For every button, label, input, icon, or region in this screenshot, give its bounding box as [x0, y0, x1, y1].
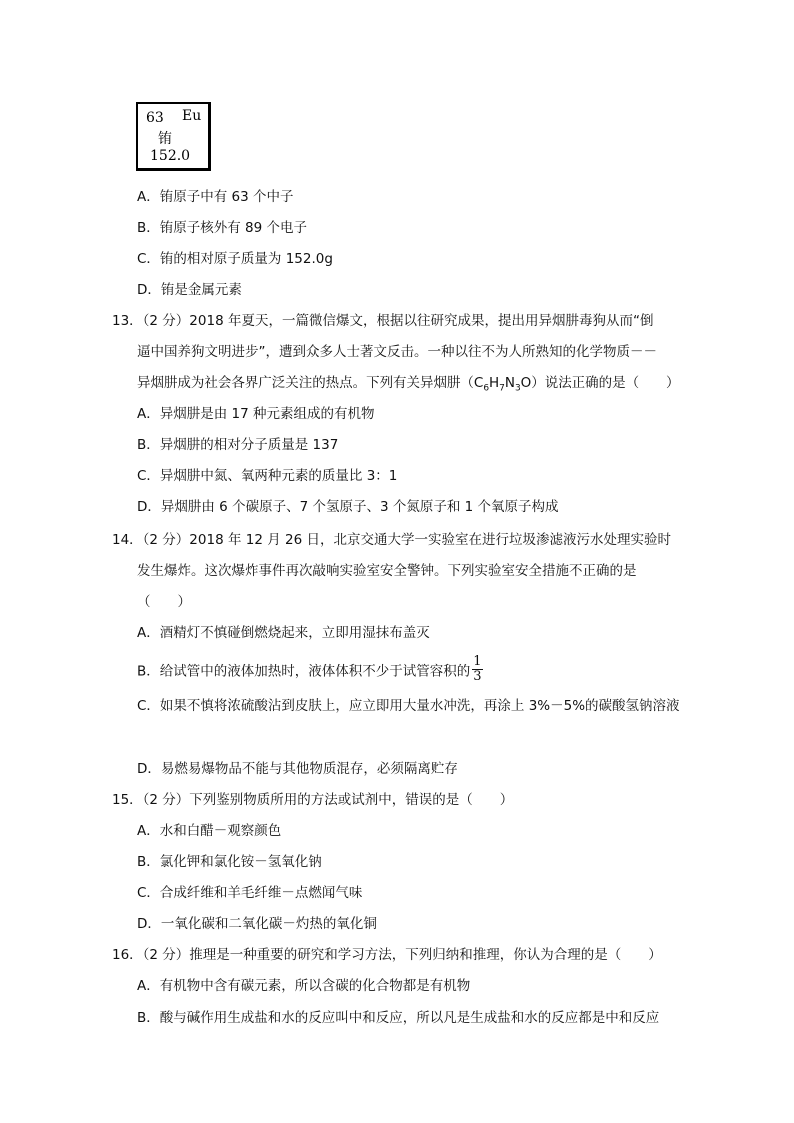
q13-option-c: C．异烟肼中氮、氧两种元素的质量比 3：1 [137, 468, 398, 484]
q15-option-c: C．合成纤维和羊毛纤维－点燃闻气味 [137, 885, 363, 901]
element-name: 铕 [158, 131, 172, 147]
q16-option-b: B．酸与碱作用生成盐和水的反应叫中和反应，所以凡是生成盐和水的反应都是中和反应 [137, 1010, 660, 1026]
europium-element-card [136, 102, 211, 171]
q14-stem-line-2: 发生爆炸。这次爆炸事件再次敲响实验室安全警钟。下列实验室安全措施不正确的是 [137, 563, 637, 579]
q13-stem-line-2: 逼中国养狗文明进步”，遭到众多人士著文反击。一种以往不为人所熟知的化学物质－－ [137, 344, 657, 360]
q14-option-a: A．酒精灯不慎碰倒燃烧起来，立即用湿抹布盖灭 [137, 625, 430, 641]
atomic-mass: 152.0 [150, 148, 191, 164]
q15-stem: 15．（2 分）下列鉴别物质所用的方法或试剂中，错误的是（ ） [112, 792, 514, 808]
q13-option-d: D．异烟肼由 6 个碳原子、7 个氢原子、3 个氮原子和 1 个氧原子构成 [137, 499, 559, 515]
q12-option-c: C．铕的相对原子质量为 152.0g [137, 251, 333, 267]
q13-stem-line-1: 13．（2 分）2018 年夏天，一篇微信爆文，根据以往研究成果，提出用异烟肼毒狗从而“倒 [112, 313, 654, 329]
q14-option-c: C．如果不慎将浓硫酸沾到皮肤上，应立即用大量水冲洗，再涂上 3%－5%的碳酸氢钠溶液 [137, 698, 680, 714]
q16-option-a: A．有机物中含有碳元素，所以含碳的化合物都是有机物 [137, 978, 471, 994]
fraction-one-third: $\frac{1}{3}$ [473, 654, 482, 684]
q15-option-a: A．水和白醋－观察颜色 [137, 823, 282, 839]
q14-stem-line-3: （ ） [137, 594, 191, 610]
element-symbol: Eu [182, 108, 202, 124]
atomic-number: 63 [146, 110, 164, 126]
q15-option-d: D．一氧化碳和二氧化碳－灼热的氧化铜 [137, 916, 377, 932]
q13-stem-line-3: 异烟肼成为社会各界广泛关注的热点。下列有关异烟肼$(C_6H_7N_3O)$说法正确的是（ ） [137, 375, 680, 394]
q14-option-d: D．易燃易爆物品不能与其他物质混存，必须隔离贮存 [137, 761, 458, 777]
q15-option-b: B．氯化钾和氯化铵－氢氧化钠 [137, 854, 322, 870]
q12-option-a: A．铕原子中有 63 个中子 [137, 189, 294, 205]
q13-option-b: B．异烟肼的相对分子质量是 137 [137, 437, 339, 453]
q12-option-d: D．铕是金属元素 [137, 282, 242, 298]
q13-option-a: A．异烟肼是由 17 种元素组成的有机物 [137, 406, 375, 422]
q12-option-b: B．铕原子核外有 89 个电子 [137, 220, 308, 236]
q16-stem: 16．（2 分）推理是一种重要的研究和学习方法，下列归纳和推理，你认为合理的是（ ） [112, 947, 662, 963]
q14-stem-line-1: 14．（2 分）2018 年 12 月 26 日，北京交通大学一实验室在进行垃圾渗滤液污水处理实验时 [112, 532, 671, 548]
q14-option-b: B．给试管中的液体加热时，液体体积不少于试管容积的 $\frac{1}{3}$ [137, 654, 482, 684]
